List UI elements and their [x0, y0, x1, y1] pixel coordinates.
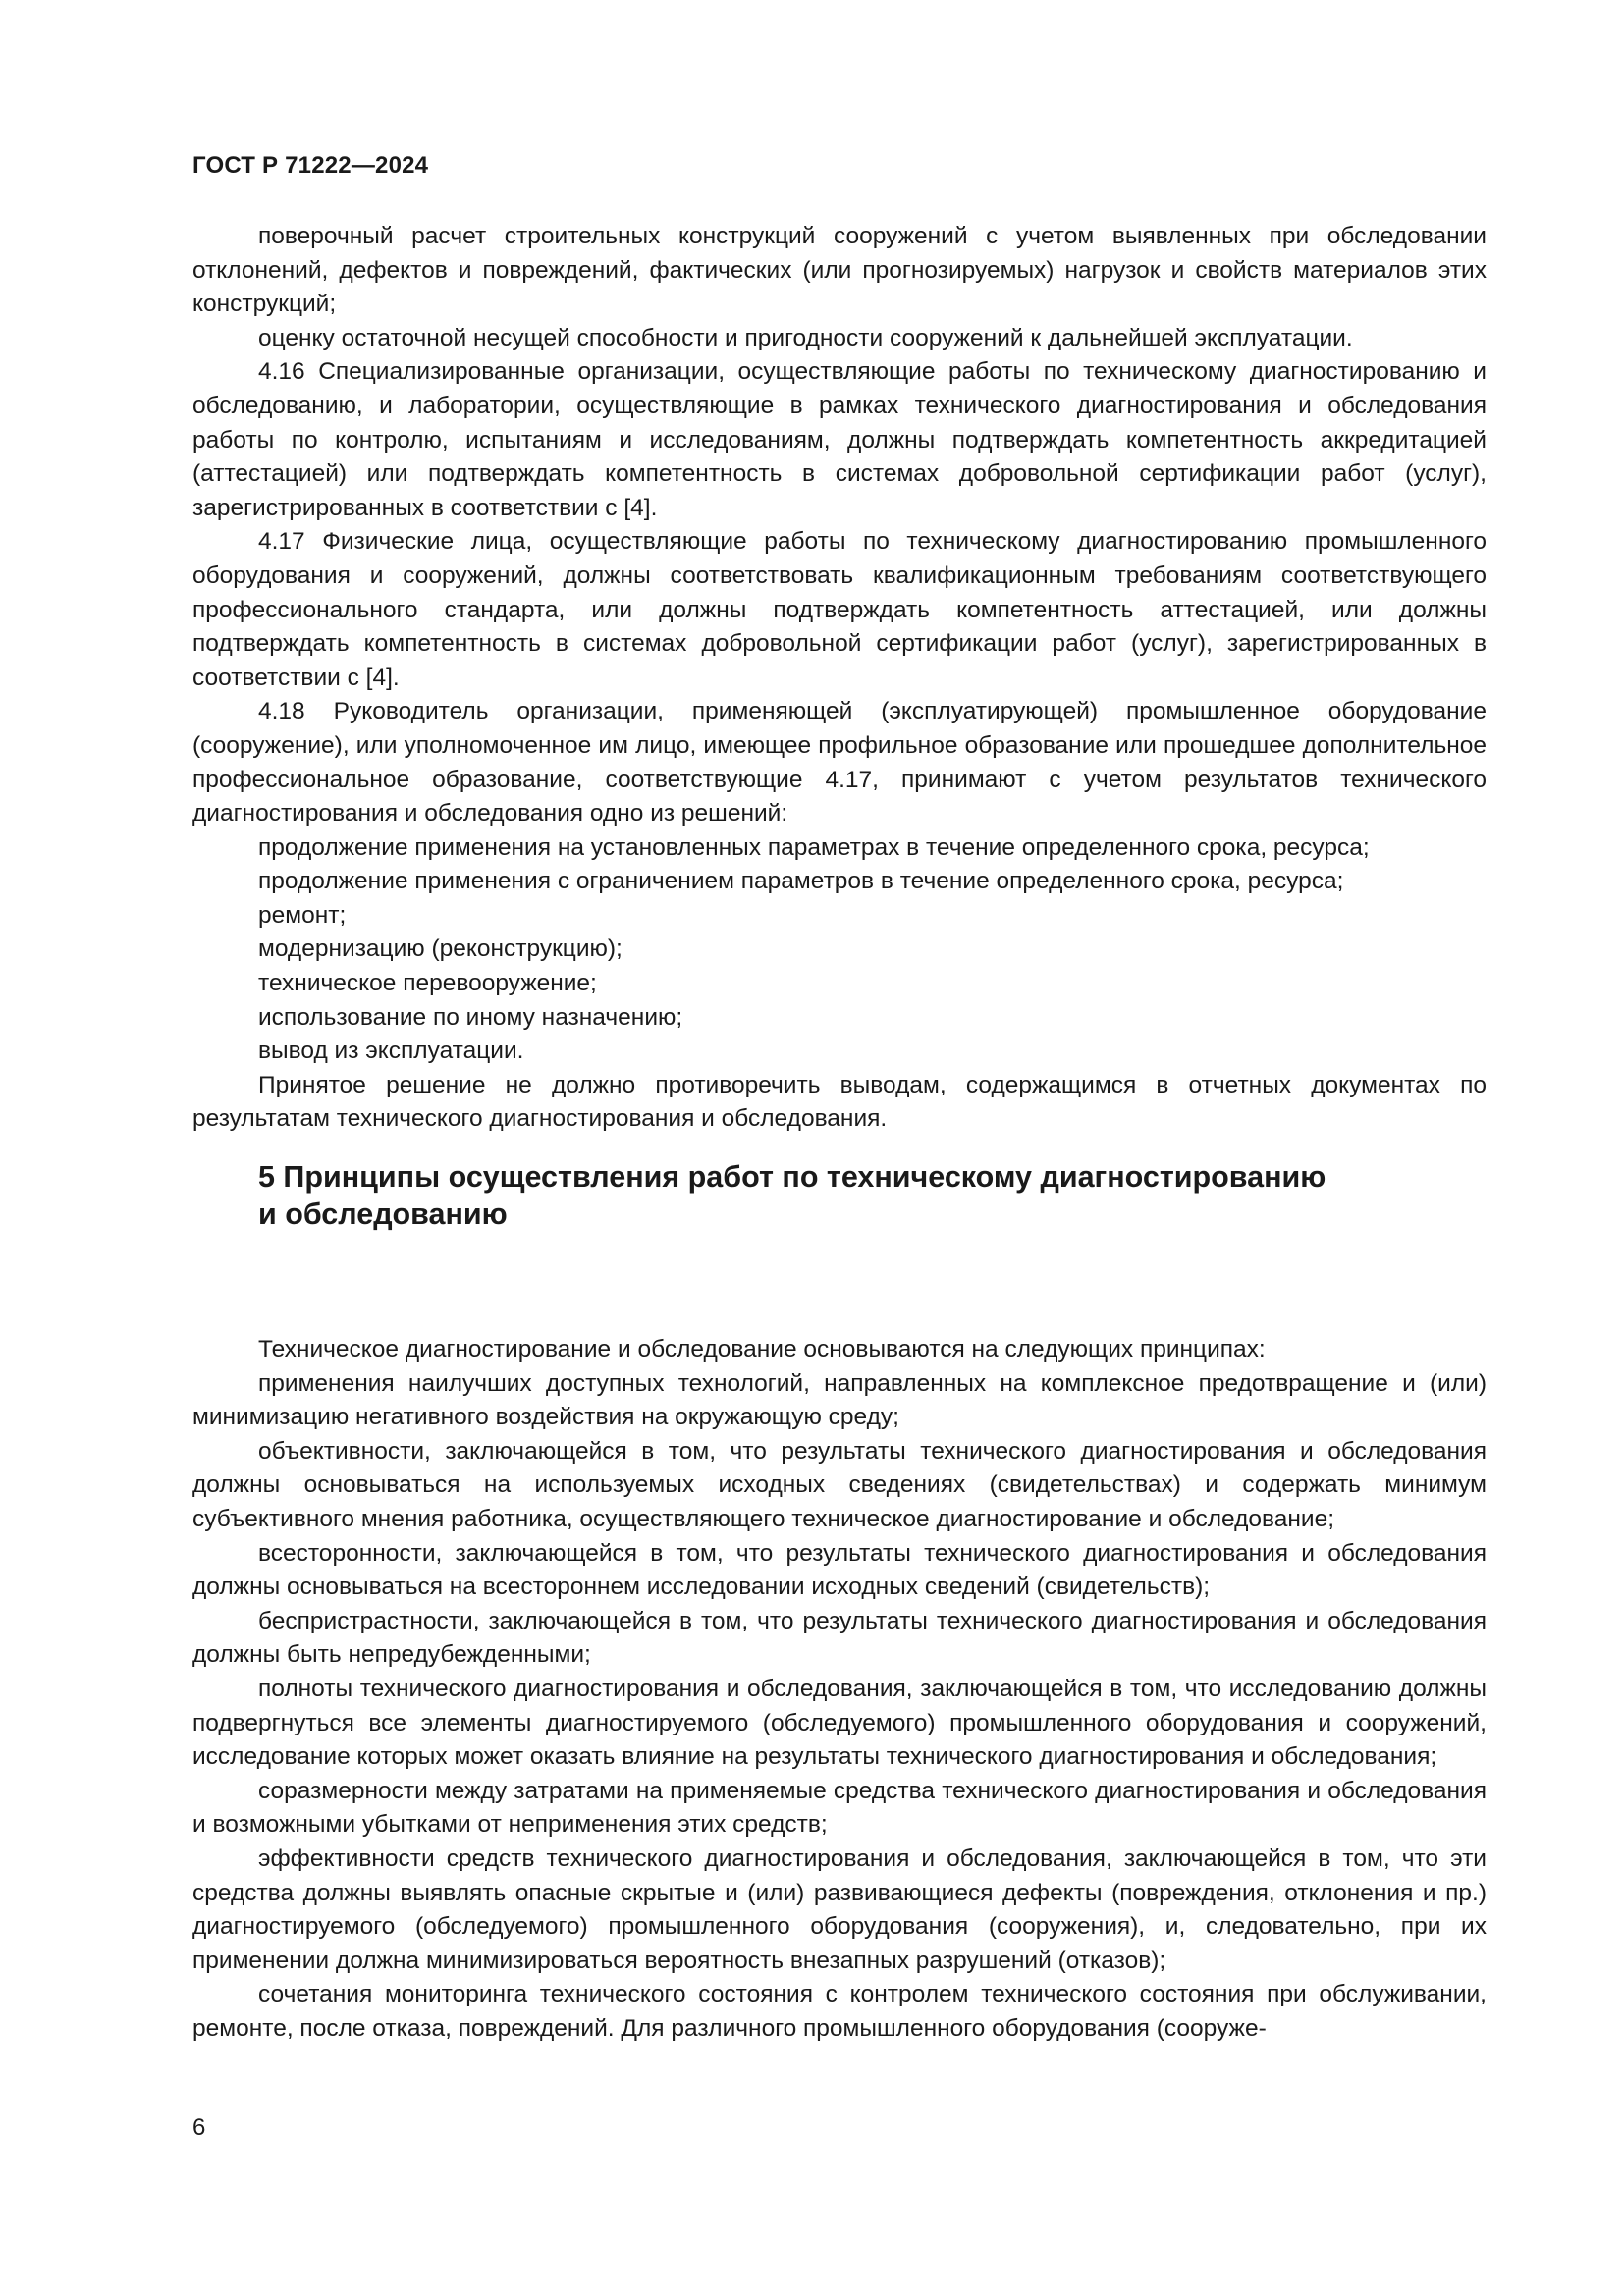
- decision-item: использование по иному назначению;: [258, 1003, 683, 1031]
- clause-4-17: 4.17 Физические лица, осуществляющие работы по техническому диагностированию промышленного оборудования и сооружений, должны соответствовать квалификационным требованиям соответствующего профессионального стандарта, или должны подтверждать компетентность аттестацией, или должны подтверждать компетентность в системах добровольной сертификации работ (услуг), зарегистрированных в соответствии с [4].: [192, 528, 1487, 691]
- text-block-clause-4: [192, 220, 1487, 1137]
- clause-4-18: 4.18 Руководитель организации, применяющей (эксплуатирующей) промышленное оборудование (сооружение), или уполномоченное им лицо, имеющее профильное образование или прошедшее дополнительное профессиональное образование, соответствующие 4.17, принимают с учетом результатов технического диагностирования и обследования одно из решений:: [192, 698, 1487, 828]
- decision-item: техническое перевооружение;: [258, 970, 597, 997]
- paragraph: Техническое диагностирование и обследование основываются на следующих принципах:: [258, 1336, 1266, 1362]
- section-5-heading: [258, 1158, 1436, 1233]
- paragraph: оценку остаточной несущей способности и пригодности сооружений к дальнейшей эксплуатации.: [258, 324, 1353, 351]
- principle-item: всесторонности, заключающейся в том, что результаты технического диагностирования и обследования должны основываться на всестороннем исследовании исходных сведений (свидетельств);: [192, 1539, 1487, 1601]
- section-heading-line: 5 Принципы осуществления работ по техническому диагностированию: [258, 1160, 1326, 1194]
- decision-item: вывод из эксплуатации.: [258, 1038, 524, 1065]
- document-code: ГОСТ Р 71222—2024: [192, 152, 429, 179]
- section-heading-line: и обследованию: [258, 1198, 508, 1231]
- text-block-section-5: [192, 1333, 1487, 2046]
- principle-item: беспристрастности, заключающейся в том, что результаты технического диагностирования и обследования должны быть непредубежденными;: [192, 1607, 1487, 1669]
- decision-item: продолжение применения с ограничением параметров в течение определенного срока, ресурса;: [258, 868, 1344, 895]
- principle-item: применения наилучших доступных технологий, направленных на комплексное предотвращение и (или) минимизацию негативного воздействия на окружающую среду;: [192, 1369, 1487, 1431]
- principle-item: сочетания мониторинга технического состояния с контролем технического состояния при обслуживании, ремонте, после отказа, повреждений. Для различного промышленного оборудования (сооруже-: [192, 1981, 1487, 2042]
- principle-item: соразмерности между затратами на применяемые средства технического диагностирования и обследования и возможными убытками от неприменения этих средств;: [192, 1777, 1487, 1839]
- principle-item: полноты технического диагностирования и обследования, заключающейся в том, что исследованию должны подвергнуться все элементы диагностируемого (обследуемого) промышленного оборудования и сооружений, исследование которых может оказать влияние на результаты технического диагностирования и обследования;: [192, 1675, 1487, 1771]
- decision-item: ремонт;: [258, 901, 347, 929]
- closing-paragraph: Принятое решение не должно противоречить выводам, содержащимся в отчетных документах по результатам технического диагностирования и обследования.: [192, 1071, 1487, 1133]
- page-number: 6: [192, 2114, 206, 2141]
- paragraph: поверочный расчет строительных конструкций сооружений с учетом выявленных при обследовании отклонений, дефектов и повреждений, фактических (или прогнозируемых) нагрузок и свойств материалов этих конструкций;: [192, 223, 1487, 318]
- principle-item: эффективности средств технического диагностирования и обследования, заключающейся в том, что эти средства должны выявлять опасные скрытые и (или) развивающиеся дефекты (повреждения, отклонения и пр.) диагностируемого (обследуемого) промышленного оборудования (сооружения), и, следовательно, при их применении должна минимизироваться вероятность внезапных разрушений (отказов);: [192, 1844, 1487, 1974]
- decision-item: продолжение применения на установленных параметрах в течение определенного срока, ресурса;: [258, 833, 1370, 861]
- clause-4-16: 4.16 Специализированные организации, осуществляющие работы по техническому диагностированию и обследованию, и лаборатории, осуществляющие в рамках технического диагностирования и обследования работы по контролю, испытаниям и исследованиям, должны подтверждать компетентность аккредитацией (аттестацией) или подтверждать компетентность в системах добровольной сертификации работ (услуг), зарегистрированных в соответствии с [4].: [192, 358, 1487, 521]
- decision-item: модернизацию (реконструкцию);: [258, 935, 623, 963]
- principle-item: объективности, заключающейся в том, что результаты технического диагностирования и обследования должны основываться на используемых исходных сведениях (свидетельствах) и содержать минимум субъективного мнения работника, осуществляющего техническое диагностирование и обследование;: [192, 1437, 1487, 1532]
